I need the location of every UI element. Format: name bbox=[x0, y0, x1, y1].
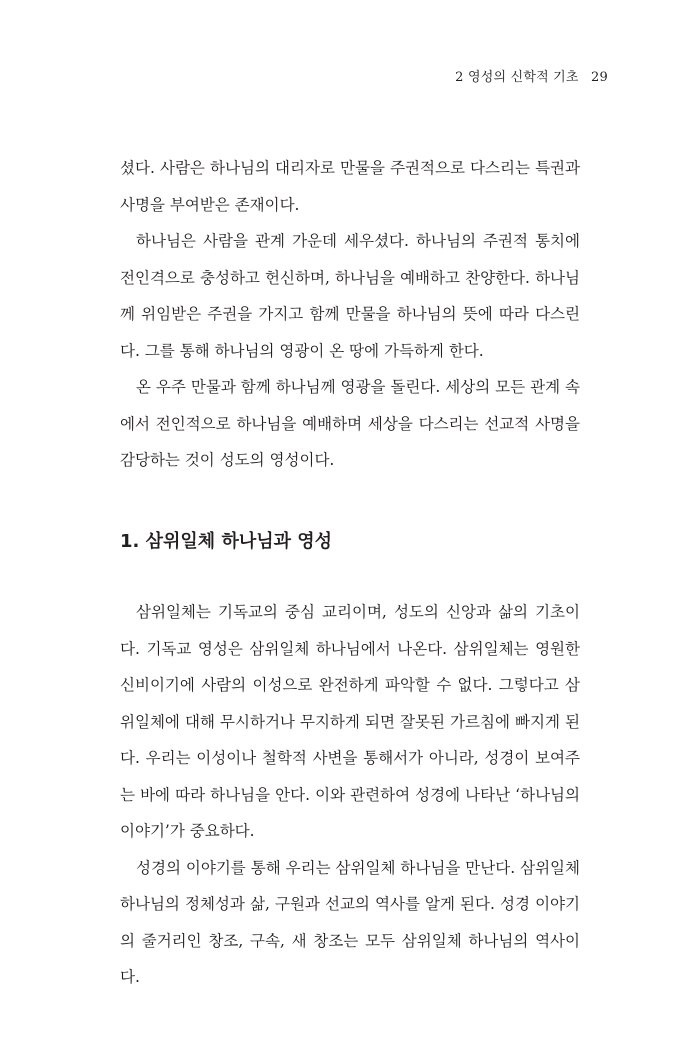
paragraph: 셨다. 사람은 하나님의 대리자로 만물을 주권적으로 다스리는 특권과 사명을 부여받은 존재이다. bbox=[120, 159, 580, 214]
page-number: 29 bbox=[591, 70, 608, 85]
body-text-block-2 bbox=[120, 594, 580, 996]
running-header bbox=[455, 66, 608, 85]
section-heading: 1. 삼위일체 하나님과 영성 bbox=[120, 531, 333, 552]
paragraph: 온 우주 만물과 함께 하나님께 영광을 돌린다. 세상의 모든 관계 속에서 전인적으로 하나님을 예배하며 세상을 다스리는 선교적 사명을 감당하는 것이 성도의 영성이다. bbox=[120, 378, 580, 469]
paragraph: 성경의 이야기를 통해 우리는 삼위일체 하나님을 만난다. 삼위일체 하나님의 정체성과 삶, 구원과 선교의 역사를 알게 된다. 성경 이야기의 줄거리인 창조, 구속, 새 창조는 모두 삼위일체 하나님의 역사이다. bbox=[120, 858, 580, 986]
paragraph: 삼위일체는 기독교의 중심 교리이며, 성도의 신앙과 삶의 기초이다. 기독교 영성은 삼위일체 하나님에서 나온다. 삼위일체는 영원한 신비이기에 사람의 이성으로 완전하게 파악할 수 없다. 그렇다고 삼위일체에 대해 무시하거나 무지하게 되면 잘못된 가르침에 빠지게 된다. 우리는 이성이나 철학적 사변을 통해서가 아니라, 성경이 보여주는 바에 따라 하나님을 안다. 이와 관련하여 성경에 나타난 ‘하나님의 이야기’가 중요하다. bbox=[120, 603, 580, 840]
body-text-block-1 bbox=[120, 150, 580, 479]
chapter-title: 2 영성의 신학적 기초 bbox=[455, 70, 579, 85]
paragraph: 하나님은 사람을 관계 가운데 세우셨다. 하나님의 주권적 통치에 전인격으로 충성하고 헌신하며, 하나님을 예배하고 찬양한다. 하나님께 위임받은 주권을 가지고 함께 만물을 하나님의 뜻에 따라 다스린다. 그를 통해 하나님의 영광이 온 땅에 가득하게 한다. bbox=[120, 232, 580, 360]
